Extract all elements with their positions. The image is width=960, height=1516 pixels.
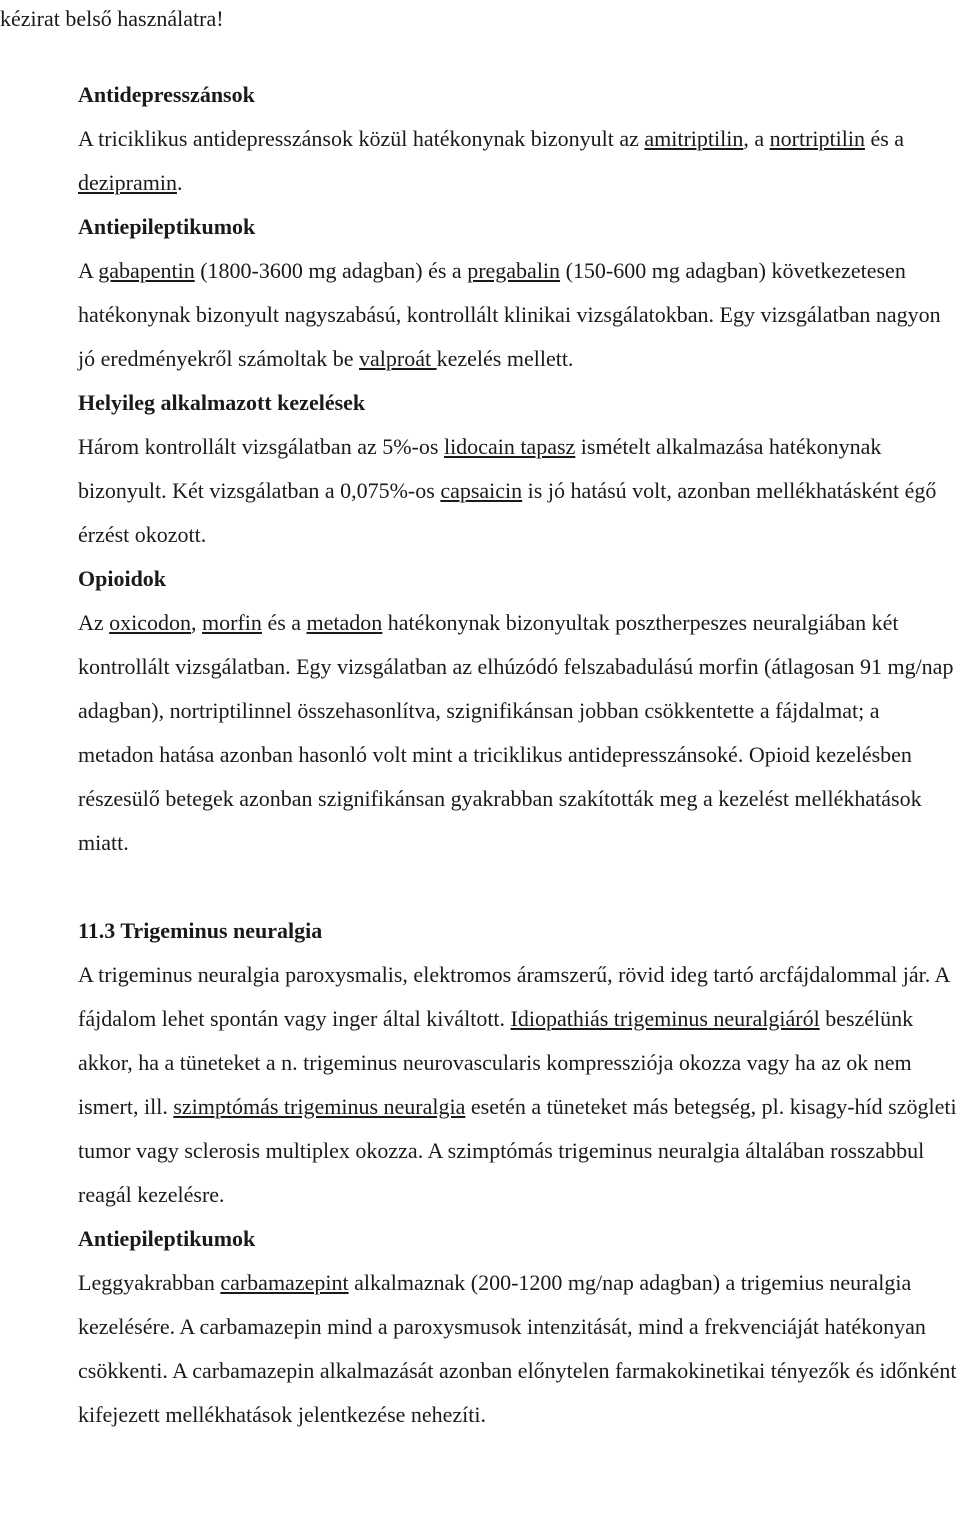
term-link[interactable]: morfin <box>202 610 262 635</box>
text-run: beszélünk akkor, ha a tüneteket a n. trigeminus neurovascularis kompressziója okozza vagy ha az ok nem ismert, ill. <box>78 1006 914 1119</box>
paragraph <box>78 1261 958 1437</box>
paragraph <box>78 953 958 1217</box>
subsection-heading: Antidepresszánsok <box>78 82 255 107</box>
text-run: esetén a tüneteket más betegség, pl. kisagy-híd szögleti tumor vagy sclerosis multiplex okozza. A szimptómás trigeminus neuralgia általában rosszabbul reagál kezelésre. <box>78 1094 957 1207</box>
term-link[interactable]: Idiopathiás trigeminus neuralgiáról <box>510 1006 820 1031</box>
term-link[interactable]: dezipramin <box>78 170 177 195</box>
text-run: és a <box>261 610 307 635</box>
text-run: alkalmaznak (200-1200 mg/nap adagban) a trigemius neuralgia kezelésére. A carbamazepin mind a paroxysmusok intenzitását, mind a frekvenciáját hatékonyan csökkenti. A carbamazepin alkalmazását azonban előnytelen farmakokinetikai tényezők és időnként kifejezett mellékhatások jelentkezése nehezíti. <box>78 1270 957 1427</box>
term-link[interactable]: szimptómás trigeminus neuralgia <box>173 1094 466 1119</box>
term-link[interactable]: valproát <box>359 346 437 371</box>
subsection-heading: Antiepileptikumok <box>78 214 256 239</box>
term-link[interactable]: metadon <box>306 610 383 635</box>
term-link[interactable]: amitriptilin <box>644 126 744 151</box>
term-link[interactable]: capsaicin <box>440 478 523 503</box>
text-run: A triciklikus antidepresszánsok közül hatékonynak bizonyult az <box>78 126 645 151</box>
document-body <box>78 73 958 1437</box>
paragraph <box>78 249 958 381</box>
text-run: Az <box>78 610 110 635</box>
text-run: , <box>191 610 203 635</box>
text-run: Három kontrollált vizsgálatban az 5%-os <box>78 434 444 459</box>
text-run: A <box>78 258 99 283</box>
term-link[interactable]: nortriptilin <box>769 126 865 151</box>
term-link[interactable]: gabapentin <box>98 258 195 283</box>
text-run: , a <box>743 126 770 151</box>
text-run: is jó hatású volt, azonban mellékhatásként égő érzést okozott. <box>78 478 937 547</box>
text-run: kezelés mellett. <box>436 346 574 371</box>
page-header-note: kézirat belső használatra! <box>0 6 224 31</box>
subsection-heading: Helyileg alkalmazott kezelések <box>78 390 366 415</box>
paragraph <box>78 117 958 205</box>
text-run: (1800-3600 mg adagban) és a <box>194 258 468 283</box>
subsection-heading: Antiepileptikumok <box>78 1226 256 1251</box>
paragraph <box>78 601 958 865</box>
paragraph <box>78 425 958 557</box>
text-run: . <box>176 170 183 195</box>
text-run: (150-600 mg adagban) következetesen hatékonynak bizonyult nagyszabású, kontrollált klinikai vizsgálatokban. Egy vizsgálatban nagyon jó eredményekről számoltak be <box>78 258 941 371</box>
text-run: ismételt alkalmazása hatékonynak bizonyult. Két vizsgálatban a 0,075%-os <box>78 434 882 503</box>
term-link[interactable]: oxicodon <box>109 610 192 635</box>
term-link[interactable]: pregabalin <box>467 258 561 283</box>
subsection-heading: Opioidok <box>78 566 167 591</box>
term-link[interactable]: lidocain tapasz <box>443 434 576 459</box>
text-run: A trigeminus neuralgia paroxysmalis, elektromos áramszerű, rövid ideg tartó arcfájdalommal jár. A fájdalom lehet spontán vagy inger által kiváltott. <box>78 962 950 1031</box>
text-run: hatékonynak bizonyultak posztherpeszes neuralgiában két kontrollált vizsgálatban. Egy vizsgálatban az elhúzódó felszabadulású morfin (átlagosan 91 mg/nap adagban), nortriptilinnel összehasonlítva, szignifikánsan jobban csökkentette a fájdalmat; a metadon hatása azonban hasonló volt mint a triciklikus antidepresszánsoké. Opioid kezelésben részesülő betegek azonban szignifikánsan gyakrabban szakították meg a kezelést mellékhatások miatt. <box>78 610 954 855</box>
text-run: Leggyakrabban <box>78 1270 221 1295</box>
section-heading: 11.3 Trigeminus neuralgia <box>78 918 323 943</box>
term-link[interactable]: carbamazepint <box>220 1270 349 1295</box>
text-run: és a <box>864 126 905 151</box>
